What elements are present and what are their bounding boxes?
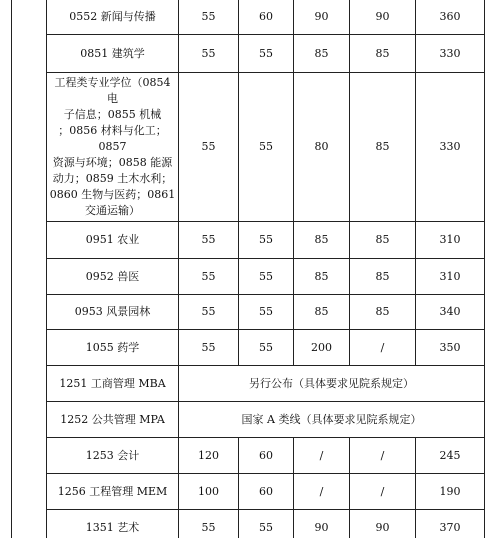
score-cell: 85 <box>350 258 416 294</box>
major-cell: 1252 公共管理 MPA <box>47 401 179 437</box>
score-cell: / <box>350 473 416 509</box>
score-cell: / <box>294 437 350 473</box>
score-cell: / <box>350 329 416 365</box>
score-cell: 55 <box>179 258 239 294</box>
total-score-cell: 310 <box>416 221 485 258</box>
score-cell: 55 <box>239 294 294 329</box>
table-row <box>12 221 485 258</box>
major-cell: 0953 风景园林 <box>47 294 179 329</box>
score-cell: 55 <box>179 0 239 34</box>
total-score-cell: 330 <box>416 34 485 72</box>
table-row <box>12 0 485 34</box>
table-row <box>12 437 485 473</box>
score-cell: 55 <box>239 221 294 258</box>
score-cell: 85 <box>294 294 350 329</box>
score-cell: 85 <box>294 34 350 72</box>
total-score-cell: 330 <box>416 72 485 221</box>
table-row <box>12 509 485 538</box>
score-cell: 120 <box>179 437 239 473</box>
score-cell: 90 <box>350 0 416 34</box>
table-row <box>12 294 485 329</box>
major-cell: 1253 会计 <box>47 437 179 473</box>
major-line: 0860 生物与医药；0861 <box>49 187 176 201</box>
major-line: 动力；0859 土木水利； <box>52 171 173 185</box>
score-cell: 55 <box>239 258 294 294</box>
score-cell: 90 <box>350 509 416 538</box>
score-cell: 85 <box>350 221 416 258</box>
table-row <box>12 258 485 294</box>
score-cell: 55 <box>179 294 239 329</box>
major-cell: 1256 工程管理 MEM <box>47 473 179 509</box>
score-cell: 55 <box>179 509 239 538</box>
major-line: 子信息；0855 机械 <box>63 107 162 121</box>
major-cell: 0951 农业 <box>47 221 179 258</box>
major-cell: 1251 工商管理 MBA <box>47 365 179 401</box>
score-cell: 55 <box>239 329 294 365</box>
note-cell: 国家 A 类线（具体要求见院系规定） <box>179 401 485 437</box>
table-row <box>12 473 485 509</box>
score-cell: 85 <box>294 221 350 258</box>
total-score-cell: 350 <box>416 329 485 365</box>
total-score-cell: 340 <box>416 294 485 329</box>
table-row <box>12 329 485 365</box>
score-cell: / <box>294 473 350 509</box>
score-cell: 60 <box>239 473 294 509</box>
score-cell: 60 <box>239 0 294 34</box>
score-cell: 55 <box>179 329 239 365</box>
note-cell: 另行公布（具体要求见院系规定） <box>179 365 485 401</box>
left-gutter-cell <box>12 0 47 538</box>
score-cell: / <box>350 437 416 473</box>
score-cell: 90 <box>294 509 350 538</box>
score-cell: 55 <box>179 221 239 258</box>
major-cell: 0851 建筑学 <box>47 34 179 72</box>
score-cell: 60 <box>239 437 294 473</box>
major-cell-engineering <box>47 72 179 221</box>
major-line: ；0856 材料与化工；0857 <box>58 123 167 153</box>
table-row <box>12 401 485 437</box>
score-cell: 100 <box>179 473 239 509</box>
table-row <box>12 72 485 221</box>
score-cell: 80 <box>294 72 350 221</box>
score-cell: 85 <box>350 72 416 221</box>
major-cell: 0952 兽医 <box>47 258 179 294</box>
major-line: 工程类专业学位（0854 电 <box>54 75 171 105</box>
score-table <box>11 0 485 538</box>
score-cell: 55 <box>179 72 239 221</box>
score-cell: 55 <box>239 72 294 221</box>
score-cell: 200 <box>294 329 350 365</box>
total-score-cell: 310 <box>416 258 485 294</box>
total-score-cell: 370 <box>416 509 485 538</box>
score-cell: 55 <box>179 34 239 72</box>
score-table-page <box>11 0 484 534</box>
score-cell: 85 <box>350 34 416 72</box>
table-row <box>12 34 485 72</box>
total-score-cell: 245 <box>416 437 485 473</box>
major-line: 交通运输） <box>85 203 140 217</box>
table-row <box>12 365 485 401</box>
score-cell: 85 <box>350 294 416 329</box>
major-cell: 0552 新闻与传播 <box>47 0 179 34</box>
major-cell: 1055 药学 <box>47 329 179 365</box>
total-score-cell: 190 <box>416 473 485 509</box>
major-line: 资源与环境；0858 能源 <box>52 155 173 169</box>
score-cell: 55 <box>239 34 294 72</box>
score-cell: 85 <box>294 258 350 294</box>
major-cell: 1351 艺术 <box>47 509 179 538</box>
score-cell: 55 <box>239 509 294 538</box>
total-score-cell: 360 <box>416 0 485 34</box>
score-cell: 90 <box>294 0 350 34</box>
